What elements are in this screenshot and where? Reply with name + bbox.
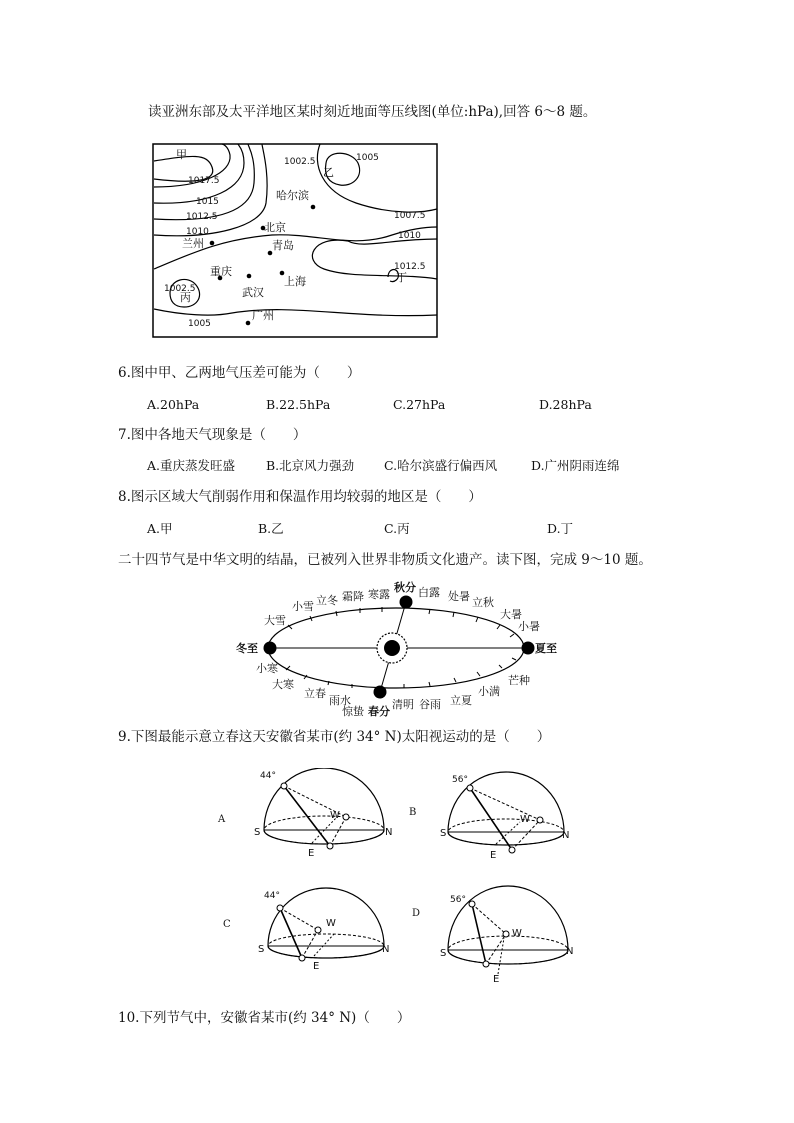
isobar-value: 1012.5 — [186, 212, 218, 222]
term-label: 白露 — [418, 586, 440, 599]
label-wuhan: 武汉 — [242, 286, 264, 299]
isobar-value: 1002.5 — [164, 284, 196, 294]
q7-option-b[interactable]: B.北京风力强劲 — [266, 458, 355, 473]
label-guangzhou: 广州 — [252, 309, 274, 322]
term-label: 谷雨 — [419, 698, 441, 711]
direction-s: S — [258, 944, 265, 955]
q8-option-d[interactable]: D.丁 — [547, 521, 574, 536]
intro-text-1: 读亚洲东部及太平洋地区某时刻近地面等压线图(单位:hPa),回答 6～8 题。 — [148, 104, 597, 120]
q6-option-b[interactable]: B.22.5hPa — [266, 397, 331, 412]
term-label: 小满 — [478, 685, 500, 698]
isobar-value: 1017.5 — [188, 176, 220, 186]
angle-label: 44° — [260, 771, 276, 781]
label-chongqing: 重庆 — [210, 265, 232, 278]
q7-stem: 7.图中各地天气现象是（ ） — [118, 427, 307, 443]
q7-option-a[interactable]: A.重庆蒸发旺盛 — [147, 458, 236, 473]
q10-stem: 10.下列节气中，安徽省某市(约 34° N)（ ） — [118, 1010, 411, 1026]
angle-label: 56° — [452, 775, 468, 785]
label-qingdao: 青岛 — [272, 239, 294, 252]
isobar-value: 1010 — [398, 231, 421, 241]
term-label: 雨水 — [329, 694, 351, 707]
q6-option-d[interactable]: D.28hPa — [539, 397, 592, 412]
term-label: 夏至 — [535, 642, 557, 655]
direction-e: E — [490, 850, 497, 860]
term-label: 小寒 — [256, 662, 278, 675]
term-label: 立冬 — [316, 594, 338, 607]
term-label: 芒种 — [508, 674, 530, 687]
term-label: 立秋 — [472, 596, 494, 609]
direction-s: S — [254, 827, 261, 838]
term-label: 大雪 — [264, 614, 286, 627]
term-label: 大暑 — [500, 608, 522, 621]
term-label: 立夏 — [450, 694, 472, 707]
direction-e: E — [308, 848, 315, 859]
term-label: 秋分 — [394, 581, 416, 594]
q6-option-c[interactable]: C.27hPa — [393, 397, 446, 412]
city-dot-harbin — [311, 205, 316, 210]
term-label: 处暑 — [448, 590, 470, 603]
q6-stem: 6.图中甲、乙两地气压差可能为（ ） — [118, 365, 361, 381]
q7-option-c[interactable]: C.哈尔滨盛行偏西风 — [384, 458, 498, 473]
isobar-value: 1012.5 — [394, 262, 426, 272]
label-beijing: 北京 — [264, 221, 286, 234]
angle-label: 56° — [450, 895, 466, 905]
q7-option-d[interactable]: D.广州阴雨连绵 — [531, 458, 620, 473]
term-label: 冬至 — [236, 642, 258, 655]
q8-option-c[interactable]: C.丙 — [384, 521, 410, 536]
q9-stem: 9.下图最能示意立春这天安徽省某市(约 34° N)太阳视运动的是（ ） — [118, 729, 551, 745]
label-ding: 丁 — [396, 271, 407, 284]
term-label: 小暑 — [518, 620, 540, 633]
earth-qiufen — [400, 596, 413, 609]
direction-w: W — [326, 918, 336, 929]
direction-s: S — [440, 948, 447, 959]
term-label: 立春 — [304, 687, 326, 700]
isobar-map — [152, 143, 438, 338]
solar-terms-diagram — [232, 578, 564, 720]
q9-option-c[interactable]: C — [223, 919, 231, 930]
term-label: 春分 — [368, 705, 390, 718]
label-lanzhou: 兰州 — [182, 237, 204, 250]
label-harbin: 哈尔滨 — [276, 189, 309, 202]
q9-option-b[interactable]: B — [409, 807, 417, 818]
q9-option-a[interactable]: A — [218, 814, 226, 825]
term-label: 霜降 — [342, 590, 364, 603]
sun-icon — [377, 633, 407, 663]
term-label: 清明 — [392, 698, 414, 711]
isobar-value: 1010 — [186, 227, 209, 237]
hemisphere-c — [258, 880, 394, 972]
direction-w: W — [520, 814, 530, 825]
isobar-value: 1005 — [188, 319, 211, 329]
earth-dongzhi — [264, 642, 277, 655]
q8-option-b[interactable]: B.乙 — [258, 521, 284, 536]
direction-n: N — [382, 944, 390, 955]
term-label: 寒露 — [368, 588, 390, 601]
isobar-value: 1007.5 — [394, 211, 426, 221]
hemisphere-b — [440, 768, 574, 860]
angle-label: 44° — [264, 891, 280, 901]
q6-option-a[interactable]: A.20hPa — [147, 397, 200, 412]
label-bing: 丙 — [180, 291, 191, 304]
city-dot-wuhan — [247, 274, 252, 279]
direction-n: N — [566, 946, 574, 957]
direction-e: E — [493, 974, 500, 984]
term-label: 小雪 — [292, 600, 314, 613]
isobar-value: 1005 — [356, 153, 379, 163]
label-jia: 甲 — [176, 148, 187, 161]
hemisphere-a — [254, 768, 394, 860]
direction-w: W — [512, 928, 522, 939]
q9-option-d[interactable]: D — [412, 908, 421, 919]
q8-option-a[interactable]: A.甲 — [147, 521, 173, 536]
isobar-value: 1015 — [196, 197, 219, 207]
q8-stem: 8.图示区域大气削弱作用和保温作用均较弱的地区是（ ） — [118, 489, 482, 505]
term-label: 惊蛰 — [342, 705, 364, 718]
direction-e: E — [313, 961, 320, 972]
isobar-value: 1002.5 — [284, 157, 316, 167]
term-label: 大寒 — [272, 678, 294, 691]
label-shanghai: 上海 — [284, 275, 306, 288]
hemisphere-d — [440, 880, 576, 984]
direction-s: S — [440, 828, 447, 839]
intro-text-2: 二十四节气是中华文明的结晶，已被列入世界非物质文化遗产。读下图，完成 9～10 题。 — [118, 552, 652, 568]
direction-n: N — [385, 827, 393, 838]
city-dot-lanzhou — [210, 241, 215, 246]
direction-n: N — [562, 830, 570, 841]
direction-w: W — [330, 810, 340, 821]
label-yi: 乙 — [323, 166, 334, 179]
earth-chunfen — [374, 686, 387, 699]
city-dot-guangzhou — [246, 321, 251, 326]
earth-xiazhi — [522, 642, 535, 655]
